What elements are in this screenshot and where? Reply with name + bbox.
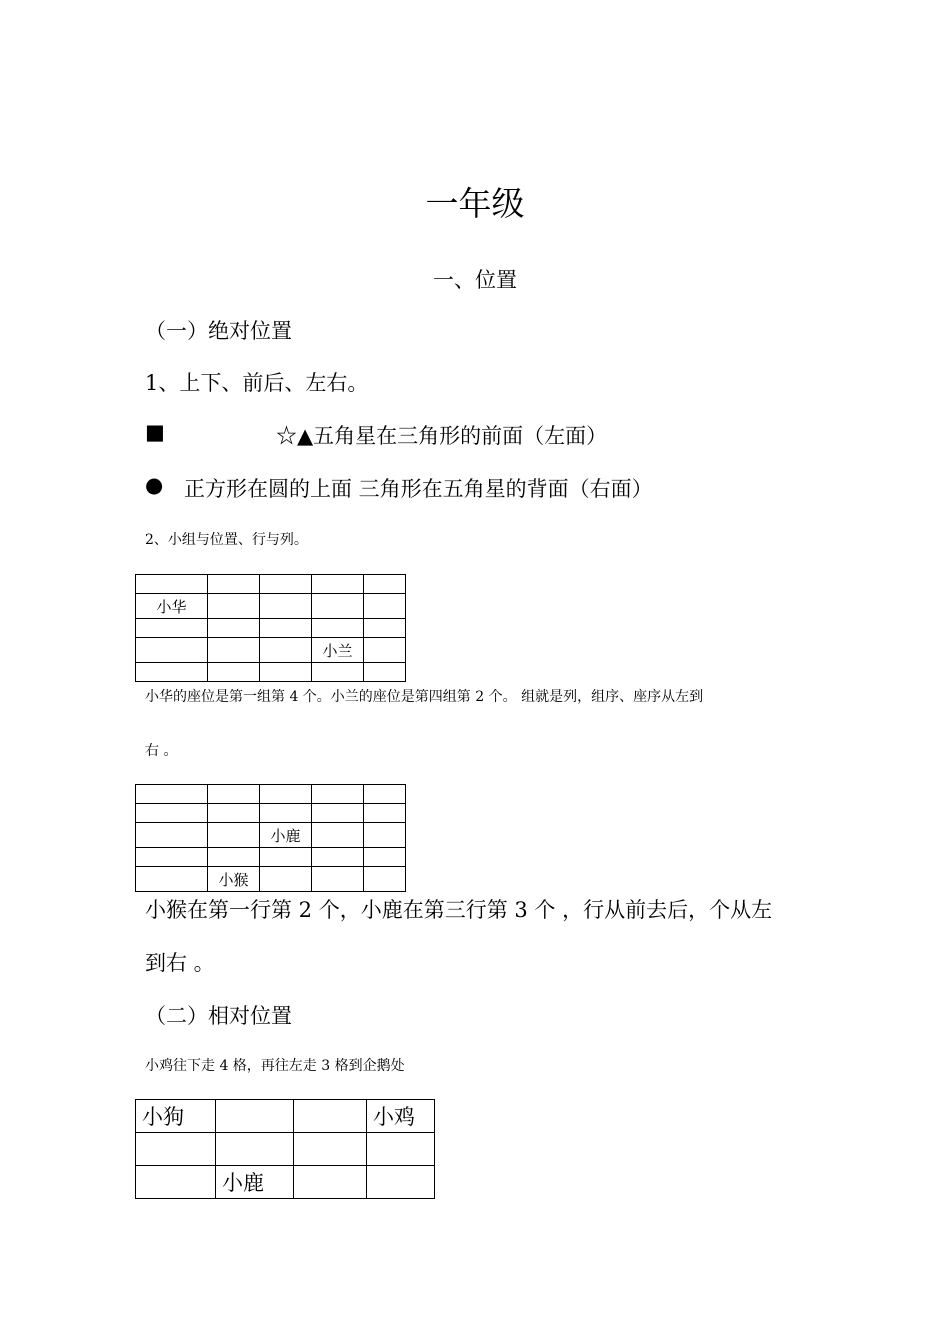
grid-cell — [364, 619, 406, 638]
grid-cell — [364, 594, 406, 619]
grid-cell — [294, 1100, 367, 1133]
grid-cell — [260, 575, 312, 594]
grid-cell: 小狗 — [136, 1100, 216, 1133]
grid-cell — [312, 823, 364, 848]
grid-cell — [260, 804, 312, 823]
grid-cell — [364, 663, 406, 682]
grid-cell — [136, 1166, 216, 1199]
section-heading: 一、位置 — [433, 268, 517, 292]
grid-cell — [364, 638, 406, 663]
grid-cell — [136, 848, 208, 867]
grid-cell — [364, 867, 406, 892]
grid-cell: 小猴 — [208, 867, 260, 892]
grid-cell — [312, 619, 364, 638]
grid-cell — [260, 663, 312, 682]
grid-cell — [312, 848, 364, 867]
grid-cell — [136, 1133, 216, 1166]
grid-cell — [216, 1100, 294, 1133]
grid-cell — [136, 663, 208, 682]
grid-cell — [364, 785, 406, 804]
paragraph-1-line-2: 右 。 — [145, 743, 178, 759]
grid-cell — [208, 638, 260, 663]
page-title: 一年级 — [425, 184, 525, 223]
grid-cell — [260, 594, 312, 619]
grid-cell — [208, 594, 260, 619]
grid-cell — [260, 867, 312, 892]
subsection-absolute: （一）绝对位置 — [145, 319, 292, 343]
grid-cell — [216, 1133, 294, 1166]
grid-cell: 小鹿 — [216, 1166, 294, 1199]
grid-cell — [294, 1133, 367, 1166]
grid-cell — [312, 804, 364, 823]
grid-cell — [260, 848, 312, 867]
grid-cell — [312, 594, 364, 619]
grid-cell — [260, 785, 312, 804]
grid-cell — [367, 1166, 435, 1199]
shapes-sentence: ☆▲五角星在三角形的前面（左面） — [276, 424, 608, 448]
grid-cell — [260, 619, 312, 638]
grid-cell: 小鹿 — [260, 823, 312, 848]
circle-symbol: ● — [145, 473, 164, 497]
grid-cell — [136, 785, 208, 804]
grid-cell — [312, 785, 364, 804]
grid-cell — [208, 823, 260, 848]
grid-cell: 小华 — [136, 594, 208, 619]
grid-cell — [208, 848, 260, 867]
grid-cell — [364, 575, 406, 594]
grid-cell: 小兰 — [312, 638, 364, 663]
grid-cell — [136, 575, 208, 594]
grid-cell — [208, 663, 260, 682]
grid-cell — [367, 1133, 435, 1166]
item-2: 2、小组与位置、行与列。 — [145, 532, 308, 548]
seat-grid-1 — [135, 574, 406, 682]
paragraph-2-line-1: 小猴在第一行第 2 个，小鹿在第三行第 3 个 ，行从前去后，个从左 — [145, 898, 773, 922]
grid-cell: 小鸡 — [367, 1100, 435, 1133]
paragraph-2-line-2: 到右 。 — [145, 951, 215, 975]
grid-cell — [312, 575, 364, 594]
position-grid — [135, 1099, 435, 1199]
paragraph-3: 小鸡往下走 4 格，再往左走 3 格到企鹅处 — [145, 1058, 405, 1074]
grid-cell — [136, 638, 208, 663]
grid-cell — [312, 867, 364, 892]
grid-cell — [136, 823, 208, 848]
grid-cell — [136, 619, 208, 638]
grid-cell — [208, 619, 260, 638]
seat-grid-2 — [135, 784, 406, 892]
subsection-relative: （二）相对位置 — [145, 1004, 292, 1028]
grid-cell — [208, 575, 260, 594]
grid-cell — [136, 867, 208, 892]
grid-cell — [364, 848, 406, 867]
square-symbol: ■ — [145, 420, 165, 444]
grid-cell — [364, 804, 406, 823]
grid-cell — [208, 785, 260, 804]
grid-cell — [136, 804, 208, 823]
grid-cell — [260, 638, 312, 663]
circle-sentence: 正方形在圆的上面 三角形在五角星的背面（右面） — [184, 477, 653, 501]
grid-cell — [294, 1166, 367, 1199]
paragraph-1-line-1: 小华的座位是第一组第 4 个。小兰的座位是第四组第 2 个。 组就是列，组序、座序从左到 — [145, 689, 704, 705]
grid-cell — [312, 663, 364, 682]
item-1: 1、上下、前后、左右。 — [145, 371, 369, 395]
grid-cell — [364, 823, 406, 848]
grid-cell — [208, 804, 260, 823]
